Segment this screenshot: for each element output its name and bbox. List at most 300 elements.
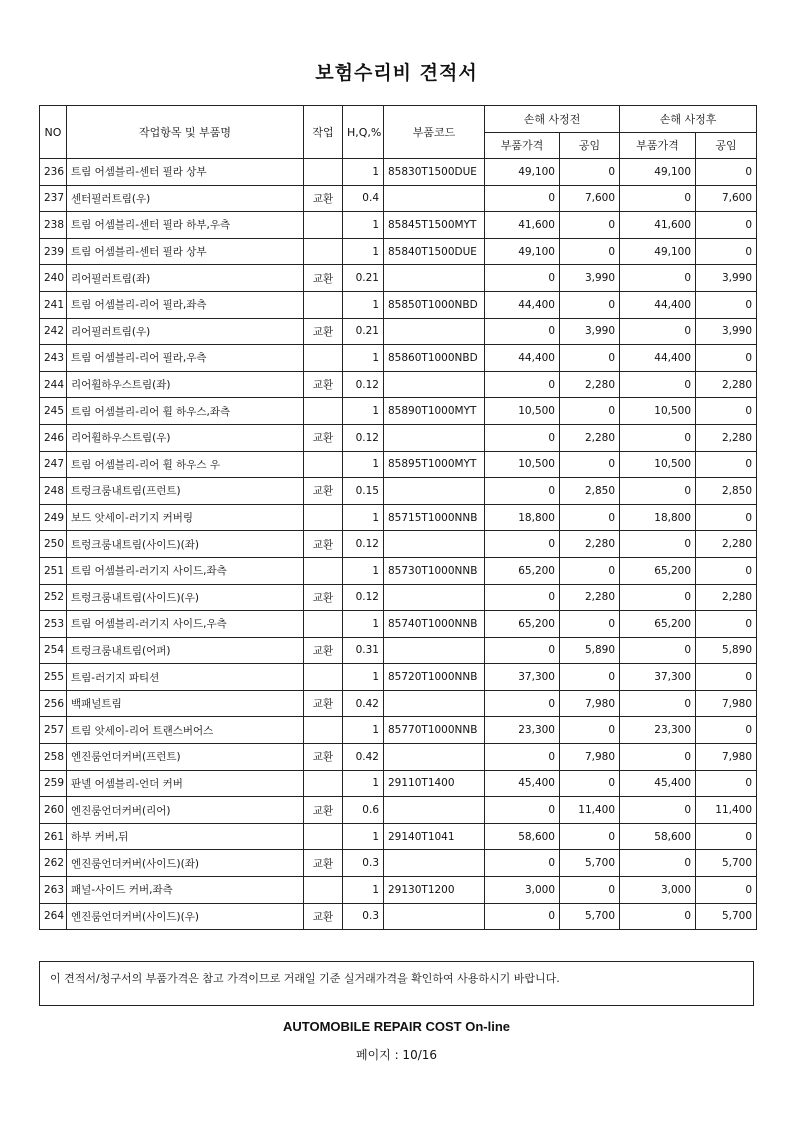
row-before-part-price: 44,400 — [485, 291, 560, 318]
row-before-labor: 7,600 — [560, 185, 620, 212]
row-item-name: 엔진룸언더커버(사이드)(좌) — [67, 850, 304, 877]
row-hq: 0.3 — [343, 850, 384, 877]
table-row — [40, 291, 757, 318]
row-item-name: 트림 어셈블리-러기지 사이드,우측 — [67, 611, 304, 638]
row-after-labor: 0 — [696, 504, 757, 531]
table-row — [40, 345, 757, 372]
row-item-name: 트렁크룸내트림(프런트) — [67, 478, 304, 505]
row-item-name: 트림 어셈블리-리어 휠 하우스,좌측 — [67, 398, 304, 425]
row-work — [304, 877, 343, 904]
row-after-part-price: 0 — [620, 185, 696, 212]
row-part-code: 85720T1000NNB — [384, 664, 485, 691]
row-after-part-price: 0 — [620, 584, 696, 611]
row-hq: 0.12 — [343, 584, 384, 611]
table-row — [40, 451, 757, 478]
row-work: 교환 — [304, 584, 343, 611]
row-no: 252 — [40, 584, 67, 611]
row-part-code — [384, 531, 485, 558]
row-item-name: 트림-러기지 파티션 — [67, 664, 304, 691]
row-item-name: 트렁크룸내트림(어퍼) — [67, 637, 304, 664]
table-row — [40, 265, 757, 292]
row-work: 교환 — [304, 185, 343, 212]
row-hq: 1 — [343, 159, 384, 186]
row-before-part-price: 44,400 — [485, 345, 560, 372]
row-after-labor: 0 — [696, 557, 757, 584]
table-row — [40, 185, 757, 212]
table-row — [40, 637, 757, 664]
row-no: 259 — [40, 770, 67, 797]
row-before-labor: 0 — [560, 770, 620, 797]
row-work: 교환 — [304, 850, 343, 877]
row-before-labor: 5,700 — [560, 850, 620, 877]
row-work: 교환 — [304, 318, 343, 345]
row-before-part-price: 0 — [485, 371, 560, 398]
row-hq: 1 — [343, 238, 384, 265]
row-part-code: 85895T1000MYT — [384, 451, 485, 478]
header-after-part-price: 부품가격 — [620, 132, 696, 159]
row-hq: 0.42 — [343, 690, 384, 717]
row-work — [304, 557, 343, 584]
row-part-code — [384, 265, 485, 292]
row-before-part-price: 0 — [485, 690, 560, 717]
row-item-name: 리어필러트림(우) — [67, 318, 304, 345]
row-part-code: 29130T1200 — [384, 877, 485, 904]
row-hq: 1 — [343, 664, 384, 691]
header-after-labor: 공임 — [696, 132, 757, 159]
row-item-name: 하부 커버,뒤 — [67, 823, 304, 850]
row-after-part-price: 0 — [620, 850, 696, 877]
table-row — [40, 850, 757, 877]
row-before-labor: 5,700 — [560, 903, 620, 930]
row-work — [304, 212, 343, 239]
row-after-labor: 2,280 — [696, 584, 757, 611]
row-after-part-price: 44,400 — [620, 345, 696, 372]
row-work: 교환 — [304, 371, 343, 398]
row-no: 241 — [40, 291, 67, 318]
row-after-part-price: 18,800 — [620, 504, 696, 531]
row-hq: 0.12 — [343, 371, 384, 398]
row-part-code — [384, 478, 485, 505]
row-item-name: 패널-사이드 커버,좌측 — [67, 877, 304, 904]
row-no: 245 — [40, 398, 67, 425]
table-row — [40, 770, 757, 797]
row-item-name: 엔진룸언더커버(프런트) — [67, 744, 304, 771]
row-part-code: 29110T1400 — [384, 770, 485, 797]
row-before-part-price: 0 — [485, 478, 560, 505]
row-item-name: 트렁크룸내트림(사이드)(우) — [67, 584, 304, 611]
row-no: 251 — [40, 557, 67, 584]
row-work: 교환 — [304, 265, 343, 292]
header-after: 손해 사정후 — [620, 106, 757, 133]
row-part-code — [384, 318, 485, 345]
row-after-part-price: 0 — [620, 318, 696, 345]
row-hq: 0.21 — [343, 318, 384, 345]
row-after-labor: 5,700 — [696, 850, 757, 877]
row-item-name: 트림 앗세이-리어 트랜스버어스 — [67, 717, 304, 744]
row-part-code: 85860T1000NBD — [384, 345, 485, 372]
row-part-code: 85740T1000NNB — [384, 611, 485, 638]
row-after-labor: 0 — [696, 451, 757, 478]
row-no: 243 — [40, 345, 67, 372]
row-hq: 1 — [343, 398, 384, 425]
row-work: 교환 — [304, 478, 343, 505]
row-no: 258 — [40, 744, 67, 771]
row-after-part-price: 0 — [620, 531, 696, 558]
row-after-labor: 11,400 — [696, 797, 757, 824]
row-hq: 0.4 — [343, 185, 384, 212]
row-part-code: 85770T1000NNB — [384, 717, 485, 744]
row-hq: 0.21 — [343, 265, 384, 292]
row-after-part-price: 65,200 — [620, 557, 696, 584]
row-before-labor: 0 — [560, 504, 620, 531]
row-before-labor: 11,400 — [560, 797, 620, 824]
row-before-labor: 0 — [560, 345, 620, 372]
row-after-labor: 3,990 — [696, 318, 757, 345]
row-no: 261 — [40, 823, 67, 850]
row-before-labor: 0 — [560, 611, 620, 638]
row-after-labor: 2,280 — [696, 424, 757, 451]
row-before-part-price: 65,200 — [485, 557, 560, 584]
row-before-labor: 2,280 — [560, 584, 620, 611]
row-after-part-price: 23,300 — [620, 717, 696, 744]
row-after-labor: 0 — [696, 212, 757, 239]
row-before-labor: 0 — [560, 159, 620, 186]
row-hq: 1 — [343, 451, 384, 478]
row-after-labor: 5,700 — [696, 903, 757, 930]
row-after-part-price: 44,400 — [620, 291, 696, 318]
row-work: 교환 — [304, 637, 343, 664]
row-no: 237 — [40, 185, 67, 212]
row-part-code — [384, 850, 485, 877]
row-before-part-price: 0 — [485, 903, 560, 930]
row-before-part-price: 0 — [485, 637, 560, 664]
row-item-name: 트림 어셈블리-센터 필라 하부,우측 — [67, 212, 304, 239]
row-before-part-price: 37,300 — [485, 664, 560, 691]
row-after-part-price: 65,200 — [620, 611, 696, 638]
table-row — [40, 478, 757, 505]
row-no: 239 — [40, 238, 67, 265]
row-before-labor: 2,280 — [560, 531, 620, 558]
table-row — [40, 717, 757, 744]
header-work: 작업 — [304, 106, 343, 159]
row-item-name: 보드 앗세이-러기지 커버링 — [67, 504, 304, 531]
row-no: 254 — [40, 637, 67, 664]
row-no: 240 — [40, 265, 67, 292]
row-no: 250 — [40, 531, 67, 558]
row-before-part-price: 41,600 — [485, 212, 560, 239]
row-item-name: 트림 어셈블리-센터 필라 상부 — [67, 159, 304, 186]
row-no: 249 — [40, 504, 67, 531]
row-item-name: 엔진룸언더커버(리어) — [67, 797, 304, 824]
row-no: 247 — [40, 451, 67, 478]
row-work: 교환 — [304, 690, 343, 717]
row-item-name: 리어필러트림(좌) — [67, 265, 304, 292]
row-before-part-price: 10,500 — [485, 451, 560, 478]
row-after-labor: 0 — [696, 611, 757, 638]
header-code: 부품코드 — [384, 106, 485, 159]
row-no: 244 — [40, 371, 67, 398]
row-before-part-price: 0 — [485, 797, 560, 824]
row-work — [304, 770, 343, 797]
row-after-labor: 0 — [696, 823, 757, 850]
row-no: 236 — [40, 159, 67, 186]
row-part-code — [384, 903, 485, 930]
table-row — [40, 690, 757, 717]
row-after-labor: 0 — [696, 664, 757, 691]
row-hq: 0.6 — [343, 797, 384, 824]
row-after-part-price: 10,500 — [620, 451, 696, 478]
row-before-part-price: 18,800 — [485, 504, 560, 531]
row-before-part-price: 0 — [485, 265, 560, 292]
row-before-part-price: 23,300 — [485, 717, 560, 744]
table-header — [40, 106, 757, 159]
row-before-labor: 0 — [560, 823, 620, 850]
footer-brand: AUTOMOBILE REPAIR COST On-line — [282, 1019, 511, 1034]
row-work — [304, 345, 343, 372]
table-row — [40, 238, 757, 265]
estimate-table — [39, 105, 757, 930]
row-item-name: 트림 어셈블리-리어 필라,우측 — [67, 345, 304, 372]
row-part-code: 85850T1000NBD — [384, 291, 485, 318]
table-row — [40, 371, 757, 398]
row-no: 248 — [40, 478, 67, 505]
row-before-labor: 0 — [560, 212, 620, 239]
row-after-part-price: 0 — [620, 371, 696, 398]
row-work — [304, 823, 343, 850]
row-after-labor: 2,280 — [696, 371, 757, 398]
row-part-code — [384, 424, 485, 451]
row-work — [304, 398, 343, 425]
row-before-labor: 0 — [560, 717, 620, 744]
table-row — [40, 504, 757, 531]
row-item-name: 트림 어셈블리-센터 필라 상부 — [67, 238, 304, 265]
row-after-part-price: 41,600 — [620, 212, 696, 239]
row-work — [304, 451, 343, 478]
row-before-labor: 2,280 — [560, 371, 620, 398]
table-row — [40, 664, 757, 691]
header-item: 작업항목 및 부품명 — [67, 106, 304, 159]
row-after-part-price: 58,600 — [620, 823, 696, 850]
table-row — [40, 424, 757, 451]
row-item-name: 트림 어셈블리-리어 필라,좌측 — [67, 291, 304, 318]
row-before-part-price: 0 — [485, 318, 560, 345]
row-no: 242 — [40, 318, 67, 345]
row-hq: 1 — [343, 557, 384, 584]
row-after-labor: 7,980 — [696, 744, 757, 771]
row-after-labor: 0 — [696, 770, 757, 797]
row-work: 교환 — [304, 797, 343, 824]
table-row — [40, 744, 757, 771]
row-part-code: 85730T1000NNB — [384, 557, 485, 584]
row-hq: 0.3 — [343, 903, 384, 930]
row-before-labor: 0 — [560, 877, 620, 904]
row-after-part-price: 0 — [620, 797, 696, 824]
row-after-part-price: 49,100 — [620, 159, 696, 186]
header-no: NO — [40, 106, 67, 159]
row-after-part-price: 0 — [620, 265, 696, 292]
row-after-part-price: 0 — [620, 903, 696, 930]
table-row — [40, 797, 757, 824]
row-before-labor: 0 — [560, 238, 620, 265]
row-after-part-price: 10,500 — [620, 398, 696, 425]
row-work: 교환 — [304, 531, 343, 558]
table-row — [40, 611, 757, 638]
row-work — [304, 238, 343, 265]
row-before-part-price: 0 — [485, 531, 560, 558]
row-item-name: 트렁크룸내트림(사이드)(좌) — [67, 531, 304, 558]
row-part-code — [384, 690, 485, 717]
row-before-part-price: 0 — [485, 850, 560, 877]
row-part-code — [384, 744, 485, 771]
row-item-name: 엔진룸언더커버(사이드)(우) — [67, 903, 304, 930]
row-after-labor: 5,890 — [696, 637, 757, 664]
row-before-part-price: 45,400 — [485, 770, 560, 797]
row-after-labor: 0 — [696, 398, 757, 425]
row-no: 264 — [40, 903, 67, 930]
row-after-part-price: 0 — [620, 424, 696, 451]
row-before-labor: 2,850 — [560, 478, 620, 505]
table-row — [40, 531, 757, 558]
row-no: 257 — [40, 717, 67, 744]
row-work: 교환 — [304, 903, 343, 930]
row-before-labor: 0 — [560, 664, 620, 691]
row-part-code: 29140T1041 — [384, 823, 485, 850]
header-before-part-price: 부품가격 — [485, 132, 560, 159]
page-title: 보험수리비 견적서 — [315, 62, 478, 84]
row-after-labor: 2,850 — [696, 478, 757, 505]
row-no: 238 — [40, 212, 67, 239]
row-after-part-price: 3,000 — [620, 877, 696, 904]
row-part-code — [384, 371, 485, 398]
row-before-part-price: 0 — [485, 584, 560, 611]
row-before-labor: 0 — [560, 451, 620, 478]
row-after-part-price: 37,300 — [620, 664, 696, 691]
row-before-part-price: 0 — [485, 185, 560, 212]
row-no: 260 — [40, 797, 67, 824]
header-hq: H,Q,% — [343, 106, 384, 159]
row-hq: 1 — [343, 504, 384, 531]
row-before-part-price: 0 — [485, 424, 560, 451]
row-part-code — [384, 185, 485, 212]
row-before-labor: 2,280 — [560, 424, 620, 451]
row-work — [304, 291, 343, 318]
row-work — [304, 717, 343, 744]
row-before-labor: 7,980 — [560, 744, 620, 771]
row-part-code — [384, 637, 485, 664]
row-after-labor: 7,600 — [696, 185, 757, 212]
row-after-labor: 0 — [696, 877, 757, 904]
row-before-part-price: 49,100 — [485, 238, 560, 265]
row-before-labor: 7,980 — [560, 690, 620, 717]
row-after-labor: 0 — [696, 238, 757, 265]
row-after-labor: 0 — [696, 345, 757, 372]
row-item-name: 리어휠하우스트림(우) — [67, 424, 304, 451]
row-part-code: 85845T1500MYT — [384, 212, 485, 239]
row-after-labor: 0 — [696, 291, 757, 318]
row-part-code — [384, 584, 485, 611]
row-no: 246 — [40, 424, 67, 451]
row-work: 교환 — [304, 744, 343, 771]
row-part-code: 85840T1500DUE — [384, 238, 485, 265]
row-work — [304, 504, 343, 531]
row-hq: 1 — [343, 611, 384, 638]
row-no: 263 — [40, 877, 67, 904]
row-hq: 0.15 — [343, 478, 384, 505]
row-hq: 1 — [343, 717, 384, 744]
table-row — [40, 557, 757, 584]
row-part-code — [384, 797, 485, 824]
row-hq: 0.12 — [343, 531, 384, 558]
table-row — [40, 584, 757, 611]
header-before: 손해 사정전 — [485, 106, 620, 133]
row-hq: 1 — [343, 823, 384, 850]
row-hq: 1 — [343, 212, 384, 239]
table-row — [40, 823, 757, 850]
row-after-part-price: 0 — [620, 637, 696, 664]
row-hq: 0.12 — [343, 424, 384, 451]
row-item-name: 트림 어셈블리-러기지 사이드,좌측 — [67, 557, 304, 584]
row-before-part-price: 10,500 — [485, 398, 560, 425]
row-hq: 1 — [343, 291, 384, 318]
row-work — [304, 664, 343, 691]
row-before-labor: 0 — [560, 291, 620, 318]
row-no: 255 — [40, 664, 67, 691]
row-before-part-price: 0 — [485, 744, 560, 771]
row-hq: 1 — [343, 770, 384, 797]
table-row — [40, 877, 757, 904]
row-after-labor: 2,280 — [696, 531, 757, 558]
row-no: 253 — [40, 611, 67, 638]
row-work: 교환 — [304, 424, 343, 451]
row-before-labor: 5,890 — [560, 637, 620, 664]
row-part-code: 85715T1000NNB — [384, 504, 485, 531]
row-hq: 0.31 — [343, 637, 384, 664]
row-item-name: 판넬 어셈블리-언더 커버 — [67, 770, 304, 797]
row-hq: 1 — [343, 877, 384, 904]
row-before-labor: 3,990 — [560, 265, 620, 292]
row-before-labor: 0 — [560, 398, 620, 425]
row-item-name: 리어휠하우스트림(좌) — [67, 371, 304, 398]
notice-box: 이 견적서/청구서의 부품가격은 참고 가격이므로 거래일 기준 실거래가격을 확인하여 사용하시기 바랍니다. — [39, 961, 754, 1006]
row-after-labor: 0 — [696, 717, 757, 744]
row-before-part-price: 65,200 — [485, 611, 560, 638]
table-row — [40, 212, 757, 239]
row-after-labor: 0 — [696, 159, 757, 186]
table-body — [40, 159, 757, 930]
table-row — [40, 159, 757, 186]
row-after-labor: 3,990 — [696, 265, 757, 292]
row-after-part-price: 49,100 — [620, 238, 696, 265]
row-before-part-price: 58,600 — [485, 823, 560, 850]
row-before-part-price: 3,000 — [485, 877, 560, 904]
row-item-name: 센터필러트림(우) — [67, 185, 304, 212]
row-work — [304, 611, 343, 638]
row-after-part-price: 45,400 — [620, 770, 696, 797]
row-after-part-price: 0 — [620, 690, 696, 717]
table-row — [40, 903, 757, 930]
row-after-labor: 7,980 — [696, 690, 757, 717]
row-part-code: 85890T1000MYT — [384, 398, 485, 425]
row-item-name: 트림 어셈블리-리어 휠 하우스 우 — [67, 451, 304, 478]
page-number: 페이지 : 10/16 — [355, 1048, 438, 1062]
row-item-name: 백패널트림 — [67, 690, 304, 717]
row-after-part-price: 0 — [620, 478, 696, 505]
row-work — [304, 159, 343, 186]
row-before-labor: 3,990 — [560, 318, 620, 345]
row-no: 256 — [40, 690, 67, 717]
row-no: 262 — [40, 850, 67, 877]
table-row — [40, 318, 757, 345]
